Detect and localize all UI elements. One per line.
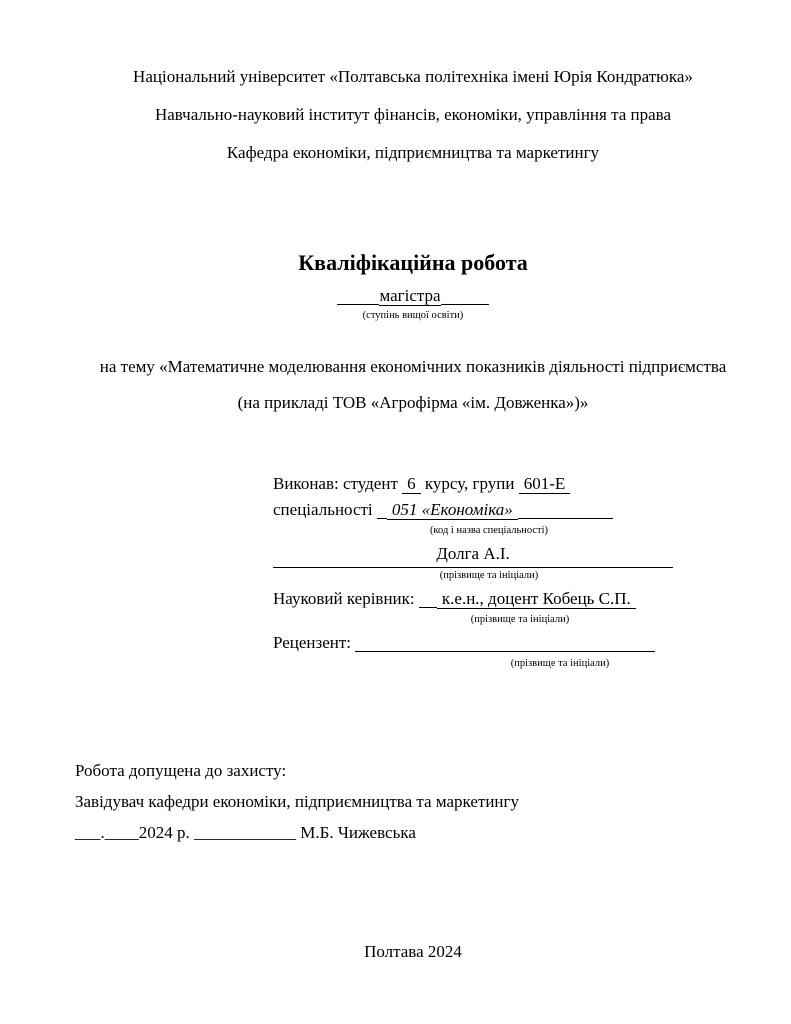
course-value: 6 (402, 474, 421, 494)
city-year: Полтава 2024 (364, 942, 462, 961)
author-block (273, 471, 751, 671)
work-title: Кваліфікаційна робота (298, 250, 528, 275)
approval-line-2: Завідувач кафедри економіки, підприємництва та маркетингу (75, 792, 520, 811)
student-name-caption: (прізвище та ініціали) (439, 570, 539, 581)
blank-segment (337, 286, 379, 305)
specialty-line (273, 497, 751, 523)
reviewer-blank-line (355, 633, 655, 652)
blank-segment (441, 286, 489, 305)
group-value: 601-Е (519, 474, 571, 494)
specialty-label: спеціальності (273, 500, 373, 519)
supervisor-line (273, 586, 751, 612)
supervisor-caption: (прізвище та ініціали) (470, 614, 570, 625)
supervisor-label: Науковий керівник: (273, 589, 415, 608)
blank-segment (377, 500, 387, 519)
university-name: Національний університет «Полтавська політехніка імені Юрія Кондратюка» (133, 67, 693, 86)
degree-caption: (ступінь вищої освіти) (362, 310, 464, 321)
performed-prefix: Виконав: студент (273, 474, 398, 493)
approval-signature-line: ___.____2024 р. ____________ М.Б. Чижевська (75, 823, 416, 842)
student-name: Долга А.І. (273, 541, 673, 568)
degree-line (75, 285, 751, 307)
reviewer-caption: (прізвище та ініціали) (510, 658, 610, 669)
blank-segment (419, 589, 437, 608)
course-suffix: курсу, групи (424, 474, 515, 493)
specialty-caption: (код і назва спеціальності) (429, 525, 549, 536)
reviewer-line (273, 630, 751, 656)
institute-name: Навчально-науковий інститут фінансів, економіки, управління та права (154, 105, 672, 124)
university-header (75, 68, 751, 162)
reviewer-label: Рецензент: (273, 633, 352, 652)
degree-value: магістра (379, 286, 441, 305)
topic-line-2: (на прикладі ТОВ «Агрофірма «ім. Довженка»)» (237, 393, 589, 412)
student-name-line (273, 541, 751, 568)
title-block (75, 250, 751, 323)
specialty-value: 051 «Економіка» (387, 500, 518, 520)
supervisor-value: к.е.н., доцент Кобець С.П. (437, 589, 636, 609)
topic-block (75, 349, 751, 421)
approval-block (75, 755, 751, 848)
performed-line (273, 471, 751, 497)
department-name: Кафедра економіки, підприємництва та маркетингу (226, 143, 600, 162)
approval-line-1: Робота допущена до захисту: (75, 761, 287, 780)
city-year-footer (75, 942, 751, 962)
topic-line-1: на тему «Математичне моделювання економічних показників діяльності підприємства (99, 357, 727, 376)
blank-segment (518, 500, 613, 519)
